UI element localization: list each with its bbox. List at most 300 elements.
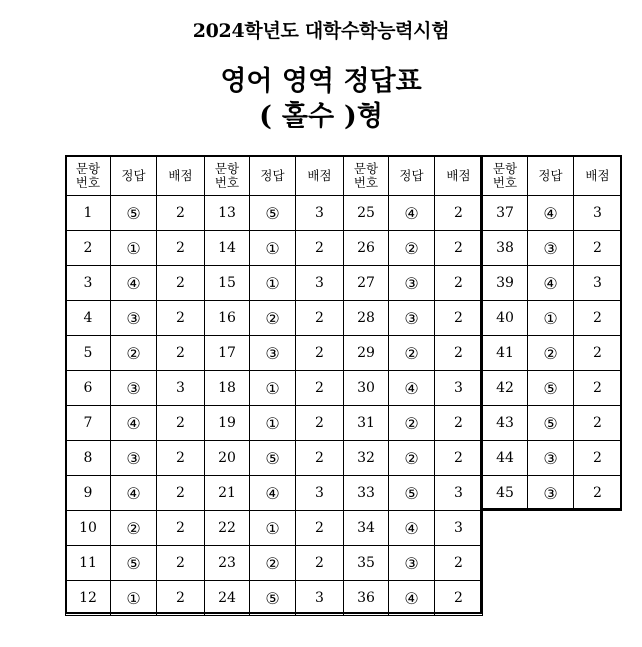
question-number: 41	[496, 345, 514, 361]
question-number-cell	[343, 510, 389, 546]
score-value: 3	[176, 380, 185, 396]
question-number: 36	[357, 590, 375, 606]
question-number-cell	[204, 475, 250, 511]
question-number-cell	[343, 475, 389, 511]
question-number-cell	[65, 440, 111, 476]
question-number-cell	[482, 335, 528, 371]
answer-cell	[388, 475, 435, 511]
answer-cell	[527, 475, 574, 511]
question-number-cell	[204, 440, 250, 476]
answer-cell	[249, 370, 296, 406]
score-value: 2	[176, 485, 185, 501]
question-number-cell	[482, 230, 528, 266]
answer-cell	[110, 300, 157, 336]
score-value: 2	[454, 415, 463, 431]
score-value: 2	[315, 450, 324, 466]
answer-cell	[110, 335, 157, 371]
score-cell	[434, 265, 483, 301]
score-cell	[573, 265, 622, 301]
score-cell	[156, 440, 205, 476]
header-question-number-line1: 문항	[492, 160, 518, 176]
question-number-cell	[204, 370, 250, 406]
score-cell	[295, 475, 344, 511]
answer-value: ⑤	[265, 448, 280, 468]
answer-cell	[249, 545, 296, 581]
answer-cell	[249, 475, 296, 511]
score-value: 2	[176, 555, 185, 571]
answer-value: ⑤	[404, 483, 419, 503]
score-cell	[156, 335, 205, 371]
score-value: 2	[593, 345, 602, 361]
header-score-label: 배점	[585, 167, 610, 183]
question-number: 6	[83, 380, 93, 396]
score-value: 3	[593, 275, 602, 291]
question-number: 43	[496, 415, 514, 431]
score-value: 2	[315, 240, 324, 256]
score-value: 3	[315, 205, 324, 221]
answer-value: ②	[126, 518, 141, 538]
question-number-cell	[482, 300, 528, 336]
question-number: 39	[496, 275, 514, 291]
answer-value: ③	[404, 273, 419, 293]
answer-cell	[527, 265, 574, 301]
question-number: 4	[83, 310, 93, 326]
score-cell	[434, 545, 483, 581]
question-number: 21	[218, 485, 236, 501]
score-value: 2	[315, 415, 324, 431]
score-value: 2	[176, 415, 185, 431]
answer-value: ④	[126, 413, 141, 433]
score-cell	[156, 405, 205, 441]
question-number: 12	[79, 590, 97, 606]
question-number: 17	[218, 345, 236, 361]
question-number: 2	[83, 240, 93, 256]
answer-cell	[527, 440, 574, 476]
answer-value: ①	[265, 378, 280, 398]
question-number-cell	[65, 265, 111, 301]
score-value: 2	[176, 205, 185, 221]
score-cell	[573, 475, 622, 511]
score-cell	[434, 475, 483, 511]
score-cell	[295, 370, 344, 406]
answer-cell	[110, 580, 157, 616]
question-number: 3	[83, 275, 93, 291]
question-number-cell	[482, 475, 528, 511]
answer-value: ③	[265, 343, 280, 363]
score-value: 2	[315, 310, 324, 326]
score-cell	[434, 335, 483, 371]
score-value: 2	[593, 310, 602, 326]
answer-value: ④	[126, 273, 141, 293]
answer-value: ①	[265, 413, 280, 433]
score-value: 2	[454, 240, 463, 256]
answer-value: ②	[265, 308, 280, 328]
header-question-number-line2: 번호	[492, 174, 518, 190]
score-cell	[295, 580, 344, 616]
score-cell	[434, 300, 483, 336]
score-value: 2	[176, 275, 185, 291]
answer-value: ⑤	[126, 203, 141, 223]
score-value: 3	[315, 275, 324, 291]
score-cell	[156, 580, 205, 616]
answer-cell	[527, 195, 574, 231]
question-number-cell	[65, 195, 111, 231]
answer-cell	[110, 545, 157, 581]
question-number: 19	[218, 415, 236, 431]
question-number: 38	[496, 240, 514, 256]
type-close-paren: )형	[344, 101, 383, 132]
question-number: 20	[218, 450, 236, 466]
question-number: 22	[218, 520, 236, 536]
answer-cell	[388, 300, 435, 336]
question-number-cell	[204, 335, 250, 371]
question-number: 40	[496, 310, 514, 326]
question-number-cell	[482, 195, 528, 231]
score-cell	[295, 510, 344, 546]
answer-cell	[110, 405, 157, 441]
question-number: 1	[83, 205, 93, 221]
score-value: 2	[176, 240, 185, 256]
score-cell	[573, 300, 622, 336]
answer-cell	[110, 370, 157, 406]
question-number-cell	[482, 370, 528, 406]
question-number-cell	[343, 440, 389, 476]
score-cell	[295, 405, 344, 441]
question-number-cell	[204, 545, 250, 581]
question-number: 14	[218, 240, 236, 256]
question-number-cell	[482, 405, 528, 441]
score-cell	[156, 545, 205, 581]
question-number: 7	[83, 415, 93, 431]
score-value: 2	[454, 450, 463, 466]
score-value: 3	[315, 485, 324, 501]
score-cell	[434, 230, 483, 266]
question-number: 31	[357, 415, 375, 431]
score-value: 2	[315, 345, 324, 361]
score-cell	[156, 370, 205, 406]
answer-value: ③	[404, 553, 419, 573]
answer-cell	[527, 300, 574, 336]
score-cell	[295, 265, 344, 301]
score-value: 2	[454, 590, 463, 606]
question-number: 34	[357, 520, 375, 536]
question-number: 23	[218, 555, 236, 571]
answer-cell	[110, 510, 157, 546]
header-question-number-line1: 문항	[353, 160, 379, 176]
score-value: 2	[454, 310, 463, 326]
answer-value: ③	[543, 238, 558, 258]
score-value: 2	[315, 520, 324, 536]
header-score	[434, 155, 483, 196]
question-number-cell	[343, 300, 389, 336]
header-question-number	[482, 155, 528, 196]
score-value: 3	[315, 590, 324, 606]
score-cell	[295, 300, 344, 336]
score-value: 2	[315, 380, 324, 396]
answer-value: ⑤	[543, 378, 558, 398]
answer-cell	[110, 440, 157, 476]
score-cell	[434, 195, 483, 231]
score-cell	[573, 440, 622, 476]
score-cell	[156, 265, 205, 301]
score-cell	[295, 440, 344, 476]
header-answer-label: 정답	[260, 167, 285, 183]
answer-cell	[388, 405, 435, 441]
answer-cell	[527, 230, 574, 266]
answer-value: ①	[126, 588, 141, 608]
answer-cell	[249, 230, 296, 266]
question-number-cell	[204, 580, 250, 616]
question-number-cell	[343, 370, 389, 406]
score-value: 2	[176, 450, 185, 466]
answer-value: ④	[543, 203, 558, 223]
header-question-number-line2: 번호	[75, 174, 101, 190]
answer-cell	[527, 335, 574, 371]
answer-cell	[388, 335, 435, 371]
answer-value: ③	[543, 448, 558, 468]
header-score-label: 배점	[168, 167, 193, 183]
answer-cell	[110, 195, 157, 231]
header-score-label: 배점	[307, 167, 332, 183]
question-number-cell	[65, 370, 111, 406]
question-number: 18	[218, 380, 236, 396]
question-number: 26	[357, 240, 375, 256]
score-value: 2	[176, 345, 185, 361]
header-question-number-line1: 문항	[75, 160, 101, 176]
score-value: 3	[454, 485, 463, 501]
answer-value: ①	[265, 273, 280, 293]
header-question-number	[65, 155, 111, 196]
answer-cell	[388, 195, 435, 231]
header-question-number-line1: 문항	[214, 160, 240, 176]
question-number: 8	[83, 450, 93, 466]
question-number-cell	[482, 265, 528, 301]
answer-value: ②	[404, 238, 419, 258]
header-answer	[249, 155, 296, 196]
score-cell	[156, 195, 205, 231]
answer-value: ④	[404, 203, 419, 223]
header-answer-label: 정답	[399, 167, 424, 183]
question-number-cell	[65, 510, 111, 546]
question-number: 27	[357, 275, 375, 291]
score-cell	[434, 370, 483, 406]
answer-cell	[249, 580, 296, 616]
question-number: 13	[218, 205, 236, 221]
answer-value: ⑤	[543, 413, 558, 433]
type-open-paren: (	[259, 101, 272, 132]
score-value: 2	[176, 590, 185, 606]
answer-value: ②	[126, 343, 141, 363]
question-number-cell	[343, 405, 389, 441]
header-question-number-line2: 번호	[214, 174, 240, 190]
score-value: 2	[593, 450, 602, 466]
answer-cell	[249, 300, 296, 336]
question-number-cell	[343, 545, 389, 581]
answer-value: ④	[126, 483, 141, 503]
answer-value: ③	[126, 308, 141, 328]
answer-value: ①	[265, 238, 280, 258]
score-cell	[295, 230, 344, 266]
question-number-cell	[65, 300, 111, 336]
question-number: 16	[218, 310, 236, 326]
header-score	[295, 155, 344, 196]
score-cell	[295, 335, 344, 371]
exam-title: 2024학년도 대학수학능력시험	[192, 20, 450, 42]
question-number-cell	[204, 230, 250, 266]
score-cell	[156, 475, 205, 511]
question-number-cell	[482, 440, 528, 476]
score-value: 2	[593, 485, 602, 501]
header-answer	[110, 155, 157, 196]
score-value: 2	[176, 310, 185, 326]
header-answer	[527, 155, 574, 196]
header-answer	[388, 155, 435, 196]
answer-value: ①	[265, 518, 280, 538]
score-cell	[434, 405, 483, 441]
answer-cell	[249, 195, 296, 231]
answer-cell	[110, 230, 157, 266]
score-cell	[573, 370, 622, 406]
answer-value: ⑤	[265, 588, 280, 608]
question-number: 32	[357, 450, 375, 466]
question-number: 11	[79, 555, 97, 571]
question-number-cell	[65, 230, 111, 266]
answer-cell	[249, 510, 296, 546]
question-number: 37	[496, 205, 514, 221]
question-number: 42	[496, 380, 514, 396]
subject-title: 영어 영역 정답표	[220, 66, 422, 97]
answer-value: ④	[404, 378, 419, 398]
score-value: 3	[454, 520, 463, 536]
question-number: 44	[496, 450, 514, 466]
answer-value: ④	[404, 518, 419, 538]
question-number-cell	[204, 405, 250, 441]
score-cell	[434, 580, 483, 616]
score-value: 2	[454, 345, 463, 361]
answer-cell	[388, 580, 435, 616]
score-value: 2	[454, 275, 463, 291]
question-number-cell	[343, 265, 389, 301]
question-number-cell	[65, 475, 111, 511]
answer-value: ④	[265, 483, 280, 503]
header-question-number-line2: 번호	[353, 174, 379, 190]
header-answer-label: 정답	[121, 167, 146, 183]
question-number-cell	[343, 335, 389, 371]
question-number: 25	[357, 205, 375, 221]
answer-cell	[249, 335, 296, 371]
answer-cell	[527, 370, 574, 406]
answer-cell	[110, 475, 157, 511]
answer-value: ③	[126, 448, 141, 468]
answer-cell	[388, 370, 435, 406]
answer-value: ⑤	[265, 203, 280, 223]
question-number-cell	[65, 545, 111, 581]
question-number-cell	[65, 580, 111, 616]
test-type-title	[0, 94, 642, 133]
question-number-cell	[204, 265, 250, 301]
question-number-cell	[65, 405, 111, 441]
answer-value: ①	[543, 308, 558, 328]
question-number: 10	[79, 520, 97, 536]
answer-cell	[388, 510, 435, 546]
question-number: 28	[357, 310, 375, 326]
answer-cell	[249, 440, 296, 476]
question-number-cell	[343, 580, 389, 616]
header-question-number	[343, 155, 389, 196]
answer-cell	[527, 405, 574, 441]
answer-value: ③	[404, 308, 419, 328]
header-score	[156, 155, 205, 196]
question-number-cell	[204, 195, 250, 231]
score-value: 2	[593, 380, 602, 396]
header-score	[573, 155, 622, 196]
question-number: 45	[496, 485, 514, 501]
answer-cell	[388, 545, 435, 581]
score-value: 3	[454, 380, 463, 396]
score-cell	[156, 510, 205, 546]
answer-value: ④	[404, 588, 419, 608]
answer-value: ②	[265, 553, 280, 573]
score-cell	[573, 335, 622, 371]
question-number: 29	[357, 345, 375, 361]
score-cell	[295, 545, 344, 581]
answer-value: ①	[126, 238, 141, 258]
answer-value: ③	[543, 483, 558, 503]
score-value: 2	[454, 555, 463, 571]
header-score-label: 배점	[446, 167, 471, 183]
score-value: 2	[593, 415, 602, 431]
answer-value: ②	[404, 413, 419, 433]
question-number-cell	[343, 230, 389, 266]
answer-cell	[110, 265, 157, 301]
question-number-cell	[204, 510, 250, 546]
answer-value: ③	[126, 378, 141, 398]
answer-cell	[388, 230, 435, 266]
question-number: 15	[218, 275, 236, 291]
score-value: 2	[176, 520, 185, 536]
score-value: 2	[315, 555, 324, 571]
score-value: 3	[593, 205, 602, 221]
answer-cell	[388, 265, 435, 301]
question-number: 9	[83, 485, 93, 501]
question-number: 24	[218, 590, 236, 606]
score-value: 2	[454, 205, 463, 221]
score-cell	[156, 300, 205, 336]
score-cell	[573, 405, 622, 441]
answer-value: ②	[543, 343, 558, 363]
score-cell	[434, 440, 483, 476]
question-number-cell	[204, 300, 250, 336]
score-cell	[573, 230, 622, 266]
type-label: 홀수	[281, 101, 335, 132]
score-cell	[573, 195, 622, 231]
answer-value: ⑤	[126, 553, 141, 573]
header-question-number	[204, 155, 250, 196]
question-number: 35	[357, 555, 375, 571]
answer-value: ②	[404, 343, 419, 363]
question-number-cell	[65, 335, 111, 371]
answer-cell	[388, 440, 435, 476]
score-value: 2	[593, 240, 602, 256]
score-cell	[295, 195, 344, 231]
answer-cell	[249, 405, 296, 441]
question-number-cell	[343, 195, 389, 231]
score-cell	[434, 510, 483, 546]
answer-value: ④	[543, 273, 558, 293]
score-cell	[156, 230, 205, 266]
question-number: 5	[83, 345, 93, 361]
question-number: 33	[357, 485, 375, 501]
